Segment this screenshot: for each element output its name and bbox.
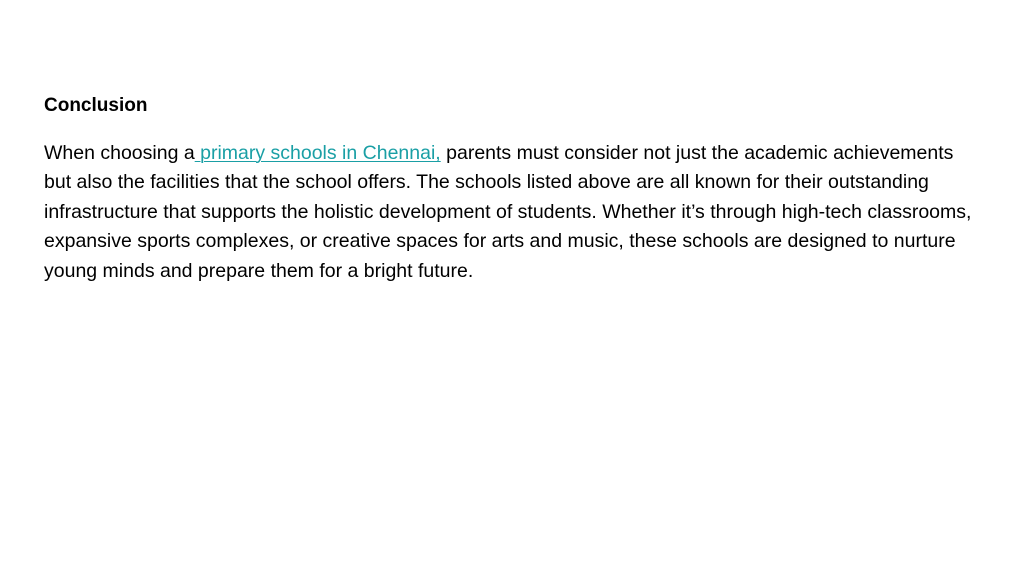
conclusion-paragraph — [44, 139, 984, 286]
section-heading: Conclusion — [44, 95, 148, 116]
paragraph-text-start: When choosing a — [44, 142, 195, 164]
primary-schools-link[interactable]: primary schools in Chennai, — [194, 142, 441, 164]
paragraph-text-end: parents must consider not just the academic achievements but also the facilities that the school offers. The schools listed above are all known for their outstanding infrastructure that supports the holistic development of students. Whether it’s through high-tech classrooms, expansive sports complexes, or creative spaces for arts and music, these schools are designed to nurture young minds and prepare them for a bright future. — [44, 142, 972, 282]
